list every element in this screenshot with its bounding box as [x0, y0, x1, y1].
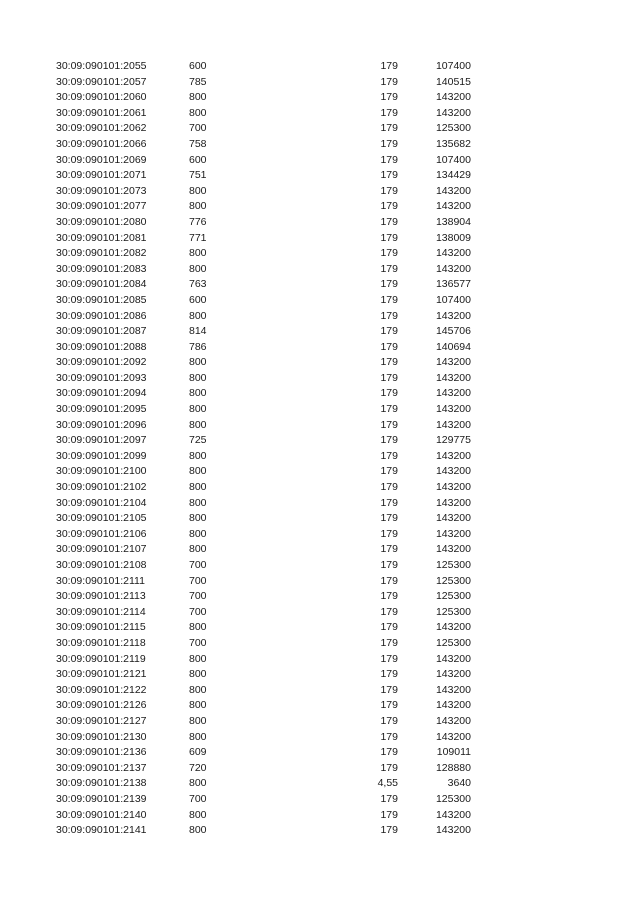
cadastral-number-cell: 30:09:090101:2108 — [56, 559, 147, 571]
rate-cell: 179 — [380, 714, 398, 727]
cadastral-number-cell: 30:09:090101:2105 — [56, 512, 147, 525]
table-row — [56, 823, 486, 839]
table-row — [56, 511, 486, 527]
cadastral-number-cell: 30:09:090101:2057 — [56, 75, 147, 88]
cost-cell: 128880 — [435, 761, 471, 774]
area-cell: 800 — [189, 247, 207, 260]
area-cell: 725 — [189, 434, 207, 447]
table-row — [56, 792, 486, 808]
cadastral-number-cell: 30:09:090101:2087 — [56, 325, 147, 338]
cadastral-number-cell: 30:09:090101:2126 — [56, 699, 147, 712]
cost-cell: 143200 — [435, 184, 471, 197]
cadastral-number-cell: 30:09:090101:2085 — [56, 293, 147, 306]
table-row — [56, 106, 486, 122]
table-row — [56, 355, 486, 371]
table-row — [56, 137, 486, 153]
rate-cell: 179 — [380, 434, 398, 447]
rate-cell: 179 — [380, 746, 398, 759]
rate-cell: 179 — [380, 761, 398, 774]
area-cell: 800 — [189, 371, 207, 384]
cost-cell: 143200 — [435, 543, 471, 556]
cadastral-number-cell: 30:09:090101:2121 — [56, 668, 147, 681]
cost-cell: 143200 — [435, 309, 471, 322]
table-row — [56, 761, 486, 777]
area-cell: 814 — [189, 325, 207, 338]
cost-cell: 135682 — [435, 137, 471, 150]
cadastral-number-cell: 30:09:090101:2139 — [56, 792, 147, 805]
area-cell: 800 — [189, 714, 207, 727]
area-cell: 700 — [189, 559, 207, 571]
area-cell: 800 — [189, 200, 207, 213]
area-cell: 700 — [189, 792, 207, 805]
cost-cell: 143200 — [435, 200, 471, 213]
cadastral-number-cell: 30:09:090101:2077 — [56, 200, 147, 213]
rate-cell: 179 — [380, 91, 398, 104]
rate-cell: 179 — [380, 340, 398, 353]
area-cell: 800 — [189, 262, 207, 275]
cost-cell: 129775 — [435, 434, 471, 447]
cadastral-number-cell: 30:09:090101:2055 — [56, 60, 147, 72]
cadastral-number-cell: 30:09:090101:2066 — [56, 137, 147, 150]
cadastral-number-cell: 30:09:090101:2082 — [56, 247, 147, 260]
table-row — [56, 558, 486, 574]
table-row — [56, 340, 486, 356]
table-row — [56, 620, 486, 636]
cost-cell: 109011 — [436, 746, 471, 759]
rate-cell: 179 — [380, 465, 398, 478]
rate-cell: 179 — [380, 481, 398, 494]
area-cell: 800 — [189, 652, 207, 665]
cadastral-number-cell: 30:09:090101:2062 — [56, 122, 147, 135]
rate-cell: 179 — [380, 137, 398, 150]
cadastral-number-cell: 30:09:090101:2095 — [56, 403, 147, 416]
cost-cell: 125300 — [435, 122, 471, 135]
cadastral-number-cell: 30:09:090101:2137 — [56, 761, 147, 774]
rate-cell: 179 — [380, 184, 398, 197]
table-row — [56, 371, 486, 387]
cadastral-number-cell: 30:09:090101:2104 — [56, 496, 147, 509]
rate-cell: 179 — [380, 75, 398, 88]
cost-cell: 143200 — [435, 449, 471, 462]
area-cell: 700 — [189, 636, 207, 649]
table-row — [56, 309, 486, 325]
cost-cell: 143200 — [435, 527, 471, 540]
table-row — [56, 589, 486, 605]
area-cell: 600 — [189, 153, 207, 166]
cadastral-number-cell: 30:09:090101:2138 — [56, 777, 147, 790]
rate-cell: 179 — [380, 512, 398, 525]
cadastral-number-cell: 30:09:090101:2060 — [56, 91, 147, 104]
table-row — [56, 480, 486, 496]
rate-cell: 179 — [380, 262, 398, 275]
rate-cell: 179 — [380, 356, 398, 369]
rate-cell: 179 — [380, 621, 398, 634]
cost-cell: 107400 — [435, 153, 471, 166]
table-row — [56, 324, 486, 340]
table-row — [56, 698, 486, 714]
cadastral-number-cell: 30:09:090101:2107 — [56, 543, 147, 556]
rate-cell: 179 — [380, 559, 398, 571]
table-row — [56, 433, 486, 449]
table-row — [56, 153, 486, 169]
rate-cell: 179 — [380, 278, 398, 291]
table-row — [56, 231, 486, 247]
table-row — [56, 262, 486, 278]
table-row — [56, 808, 486, 824]
rate-cell: 179 — [380, 106, 398, 119]
cadastral-number-cell: 30:09:090101:2141 — [56, 824, 147, 837]
rate-cell: 179 — [380, 652, 398, 665]
area-cell: 800 — [189, 184, 207, 197]
cost-cell: 143200 — [435, 621, 471, 634]
cadastral-number-cell: 30:09:090101:2100 — [56, 465, 147, 478]
table-row — [56, 59, 486, 75]
area-cell: 758 — [189, 137, 207, 150]
area-cell: 609 — [189, 746, 207, 759]
cost-cell: 107400 — [435, 60, 471, 72]
rate-cell: 179 — [380, 122, 398, 135]
area-cell: 700 — [189, 574, 207, 587]
area-cell: 800 — [189, 808, 207, 821]
rate-cell: 179 — [380, 60, 398, 72]
cost-cell: 143200 — [435, 403, 471, 416]
cost-cell: 138904 — [435, 215, 471, 228]
area-cell: 700 — [189, 590, 207, 603]
area-cell: 700 — [189, 122, 207, 135]
cost-cell: 138009 — [435, 231, 471, 244]
area-cell: 800 — [189, 496, 207, 509]
cost-cell: 143200 — [435, 496, 471, 509]
table-row — [56, 121, 486, 137]
cost-cell: 134429 — [435, 169, 471, 182]
area-cell: 800 — [189, 527, 207, 540]
rate-cell: 179 — [380, 496, 398, 509]
cadastral-number-cell: 30:09:090101:2093 — [56, 371, 147, 384]
table-row — [56, 730, 486, 746]
cost-cell: 3640 — [447, 777, 471, 790]
rate-cell: 179 — [380, 169, 398, 182]
area-cell: 800 — [189, 668, 207, 681]
rate-cell: 4,55 — [377, 777, 398, 790]
cost-cell: 143200 — [435, 91, 471, 104]
cadastral-number-cell: 30:09:090101:2140 — [56, 808, 147, 821]
cost-cell: 140515 — [435, 75, 471, 88]
area-cell: 600 — [189, 293, 207, 306]
rate-cell: 179 — [380, 636, 398, 649]
table-row — [56, 277, 486, 293]
rate-cell: 179 — [380, 683, 398, 696]
rate-cell: 179 — [380, 668, 398, 681]
cost-cell: 136577 — [435, 278, 471, 291]
area-cell: 800 — [189, 387, 207, 400]
cadastral-number-cell: 30:09:090101:2080 — [56, 215, 147, 228]
cost-cell: 145706 — [435, 325, 471, 338]
cost-cell: 143200 — [435, 262, 471, 275]
cadastral-number-cell: 30:09:090101:2130 — [56, 730, 147, 743]
area-cell: 800 — [189, 91, 207, 104]
table-row — [56, 90, 486, 106]
cadastral-number-cell: 30:09:090101:2071 — [56, 169, 147, 182]
area-cell: 800 — [189, 824, 207, 837]
area-cell: 600 — [189, 60, 207, 72]
area-cell: 800 — [189, 683, 207, 696]
cadastral-number-cell: 30:09:090101:2097 — [56, 434, 147, 447]
area-cell: 776 — [189, 215, 207, 228]
cadastral-number-cell: 30:09:090101:2061 — [56, 106, 147, 119]
area-cell: 800 — [189, 481, 207, 494]
cadastral-number-cell: 30:09:090101:2069 — [56, 153, 147, 166]
cost-cell: 143200 — [435, 699, 471, 712]
cost-cell: 143200 — [435, 730, 471, 743]
cadastral-number-cell: 30:09:090101:2094 — [56, 387, 147, 400]
area-cell: 800 — [189, 418, 207, 431]
cadastral-number-cell: 30:09:090101:2118 — [56, 636, 146, 649]
cost-cell: 125300 — [435, 574, 471, 587]
cost-cell: 125300 — [435, 636, 471, 649]
table-row — [56, 527, 486, 543]
cadastral-number-cell: 30:09:090101:2115 — [56, 621, 146, 634]
table-row — [56, 542, 486, 558]
cadastral-number-cell: 30:09:090101:2122 — [56, 683, 147, 696]
table-row — [56, 246, 486, 262]
area-cell: 800 — [189, 106, 207, 119]
cost-cell: 143200 — [435, 668, 471, 681]
data-table — [56, 59, 486, 839]
table-row — [56, 199, 486, 215]
rate-cell: 179 — [380, 527, 398, 540]
area-cell: 800 — [189, 403, 207, 416]
rate-cell: 179 — [380, 293, 398, 306]
rate-cell: 179 — [380, 449, 398, 462]
cost-cell: 125300 — [435, 559, 471, 571]
cadastral-number-cell: 30:09:090101:2092 — [56, 356, 147, 369]
cost-cell: 143200 — [435, 714, 471, 727]
table-row — [56, 293, 486, 309]
table-row — [56, 574, 486, 590]
area-cell: 800 — [189, 356, 207, 369]
table-row — [56, 605, 486, 621]
table-row — [56, 496, 486, 512]
rate-cell: 179 — [380, 215, 398, 228]
cost-cell: 143200 — [435, 356, 471, 369]
cadastral-number-cell: 30:09:090101:2106 — [56, 527, 147, 540]
cost-cell: 107400 — [435, 293, 471, 306]
cost-cell: 140694 — [435, 340, 471, 353]
table-row — [56, 652, 486, 668]
area-cell: 800 — [189, 512, 207, 525]
area-cell: 771 — [189, 231, 207, 244]
cadastral-number-cell: 30:09:090101:2119 — [56, 652, 146, 665]
cadastral-number-cell: 30:09:090101:2084 — [56, 278, 147, 291]
table-row — [56, 418, 486, 434]
rate-cell: 179 — [380, 574, 398, 587]
cost-cell: 143200 — [435, 481, 471, 494]
cost-cell: 143200 — [435, 465, 471, 478]
cost-cell: 143200 — [435, 106, 471, 119]
cost-cell: 125300 — [435, 590, 471, 603]
area-cell: 763 — [189, 278, 207, 291]
area-cell: 800 — [189, 309, 207, 322]
table-row — [56, 667, 486, 683]
cost-cell: 143200 — [435, 824, 471, 837]
table-row — [56, 683, 486, 699]
area-cell: 785 — [189, 75, 207, 88]
area-cell: 800 — [189, 465, 207, 478]
table-row — [56, 168, 486, 184]
cadastral-number-cell: 30:09:090101:2083 — [56, 262, 147, 275]
cost-cell: 143200 — [435, 371, 471, 384]
area-cell: 800 — [189, 730, 207, 743]
rate-cell: 179 — [380, 387, 398, 400]
cadastral-number-cell: 30:09:090101:2136 — [56, 746, 147, 759]
cadastral-number-cell: 30:09:090101:2073 — [56, 184, 147, 197]
rate-cell: 179 — [380, 371, 398, 384]
table-row — [56, 745, 486, 761]
rate-cell: 179 — [380, 605, 398, 618]
cadastral-number-cell: 30:09:090101:2088 — [56, 340, 147, 353]
rate-cell: 179 — [380, 247, 398, 260]
cadastral-number-cell: 30:09:090101:2113 — [56, 590, 146, 603]
cadastral-number-cell: 30:09:090101:2099 — [56, 449, 147, 462]
area-cell: 720 — [189, 761, 207, 774]
cost-cell: 125300 — [435, 605, 471, 618]
cadastral-number-cell: 30:09:090101:2102 — [56, 481, 147, 494]
area-cell: 800 — [189, 777, 207, 790]
cadastral-number-cell: 30:09:090101:2127 — [56, 714, 147, 727]
cadastral-number-cell: 30:09:090101:2086 — [56, 309, 147, 322]
rate-cell: 179 — [380, 699, 398, 712]
rate-cell: 179 — [380, 730, 398, 743]
rate-cell: 179 — [380, 824, 398, 837]
rate-cell: 179 — [380, 309, 398, 322]
rate-cell: 179 — [380, 403, 398, 416]
rate-cell: 179 — [380, 590, 398, 603]
table-row — [56, 402, 486, 418]
rate-cell: 179 — [380, 418, 398, 431]
rate-cell: 179 — [380, 153, 398, 166]
table-row — [56, 714, 486, 730]
table-row — [56, 464, 486, 480]
table-row — [56, 75, 486, 91]
table-row — [56, 776, 486, 792]
rate-cell: 179 — [380, 200, 398, 213]
cost-cell: 143200 — [435, 683, 471, 696]
cadastral-number-cell: 30:09:090101:2114 — [56, 605, 146, 618]
table-row — [56, 636, 486, 652]
area-cell: 751 — [189, 169, 207, 182]
rate-cell: 179 — [380, 543, 398, 556]
area-cell: 786 — [189, 340, 207, 353]
cost-cell: 143200 — [435, 512, 471, 525]
cost-cell: 143200 — [435, 652, 471, 665]
rate-cell: 179 — [380, 792, 398, 805]
area-cell: 800 — [189, 449, 207, 462]
cadastral-number-cell: 30:09:090101:2081 — [56, 231, 147, 244]
rate-cell: 179 — [380, 231, 398, 244]
table-row — [56, 386, 486, 402]
cost-cell: 143200 — [435, 387, 471, 400]
area-cell: 800 — [189, 699, 207, 712]
area-cell: 800 — [189, 621, 207, 634]
cadastral-number-cell: 30:09:090101:2111 — [56, 574, 145, 587]
rate-cell: 179 — [380, 325, 398, 338]
area-cell: 800 — [189, 543, 207, 556]
table-row — [56, 215, 486, 231]
cost-cell: 143200 — [435, 247, 471, 260]
table-row — [56, 449, 486, 465]
cost-cell: 125300 — [435, 792, 471, 805]
cost-cell: 143200 — [435, 418, 471, 431]
area-cell: 700 — [189, 605, 207, 618]
rate-cell: 179 — [380, 808, 398, 821]
cadastral-number-cell: 30:09:090101:2096 — [56, 418, 147, 431]
cost-cell: 143200 — [435, 808, 471, 821]
table-row — [56, 184, 486, 200]
